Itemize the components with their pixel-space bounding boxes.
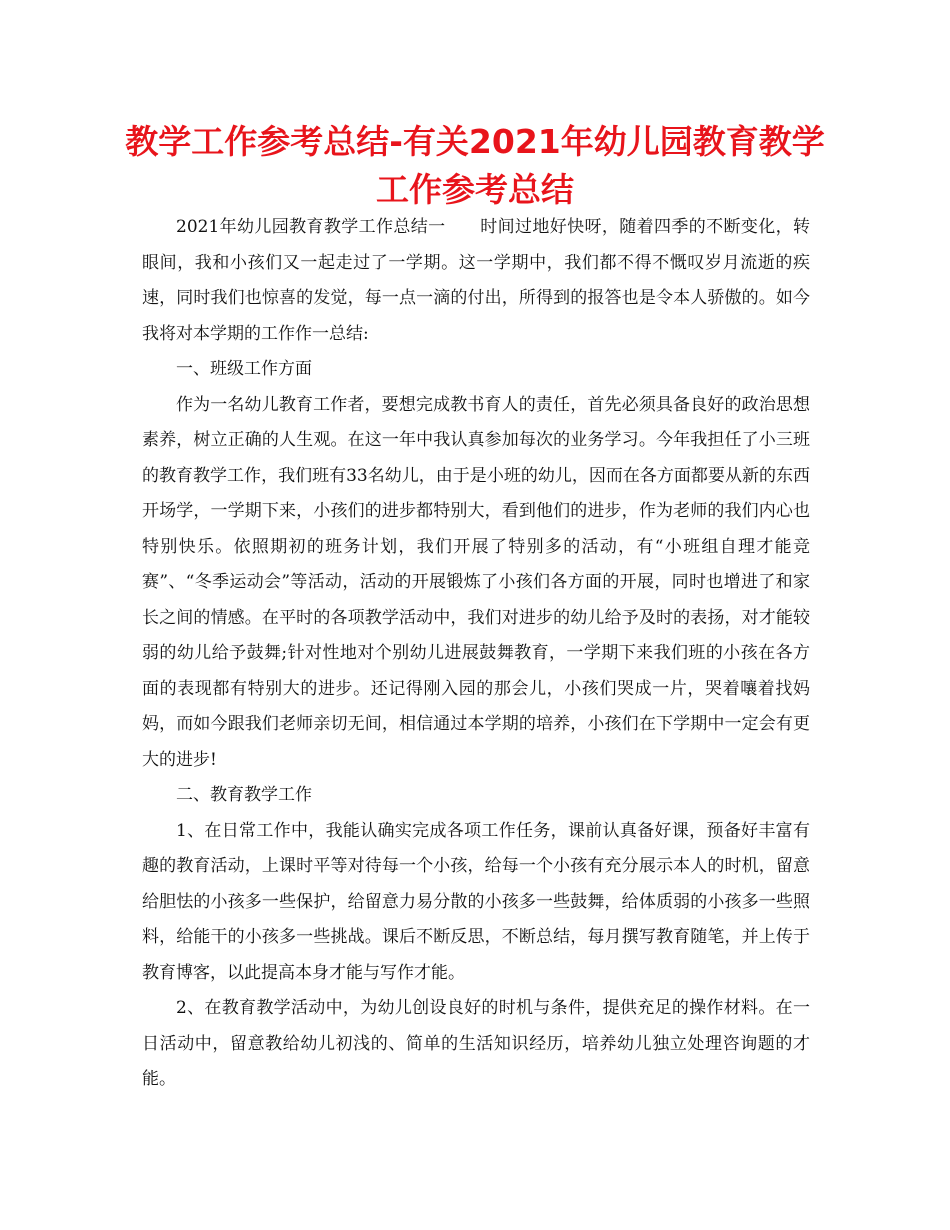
section-heading-class-work: 一、班级工作方面 — [176, 359, 312, 379]
section-heading-teaching-work: 二、教育教学工作 — [176, 785, 312, 805]
intro-paragraph: 2021年幼儿园教育教学工作总结一 时间过地好快呀，随着四季的不断变化，转眼间，我和小孩们又一起走过了一学期。这一学期中，我们都不得不慨叹岁月流逝的疾速，同时我们也惊喜的发觉，每一点一滴的付出，所得到的报答也是令本人骄傲的。如今我将对本学期的工作作一总结: — [142, 217, 810, 344]
document-title: 教学工作参考总结-有关2021年幼儿园教育教学工作参考总结 — [125, 122, 825, 209]
document-body — [142, 210, 810, 1098]
class-work-paragraph: 作为一名幼儿教育工作者，要想完成教书育人的责任，首先必须具备良好的政治思想素养，树立正确的人生观。在这一年中我认真参加每次的业务学习。今年我担任了小三班的教育教学工作，我们班有33名幼儿，由于是小班的幼儿，因而在各方面都要从新的东西开场学，一学期下来，小孩们的进步都特别大，看到他们的进步，作为老师的我们内心也特别快乐。依照期初的班务计划，我们开展了特别多的活动，有“小班组自理才能竞赛”、“冬季运动会”等活动，活动的开展锻炼了小孩们各方面的开展，同时也增进了和家长之间的情感。在平时的各项教学活动中，我们对进步的幼儿给予及时的表扬，对才能较弱的幼儿给予鼓舞;针对性地对个别幼儿进展鼓舞教育，一学期下来我们班的小孩在各方面的表现都有特别大的进步。还记得刚入园的那会儿，小孩们哭成一片，哭着嚷着找妈妈，而如今跟我们老师亲切无间，相信通过本学期的培养，小孩们在下学期中一定会有更大的进步! — [142, 394, 810, 770]
teaching-point-1-paragraph: 1、在日常工作中，我能认确实完成各项工作任务，课前认真备好课，预备好丰富有趣的教育活动，上课时平等对待每一个小孩，给每一个小孩有充分展示本人的时机，留意给胆怯的小孩多一些保护，给留意力易分散的小孩多一些鼓舞，给体质弱的小孩多一些照料，给能干的小孩多一些挑战。课后不断反思，不断总结，每月撰写教育随笔，并上传于教育博客，以此提高本身才能与写作才能。 — [142, 820, 810, 983]
teaching-point-2-paragraph: 2、在教育教学活动中，为幼儿创设良好的时机与条件，提供充足的操作材料。在一日活动中，留意教给幼儿初浅的、简单的生活知识经历，培养幼儿独立处理咨询题的才能。 — [142, 998, 810, 1089]
